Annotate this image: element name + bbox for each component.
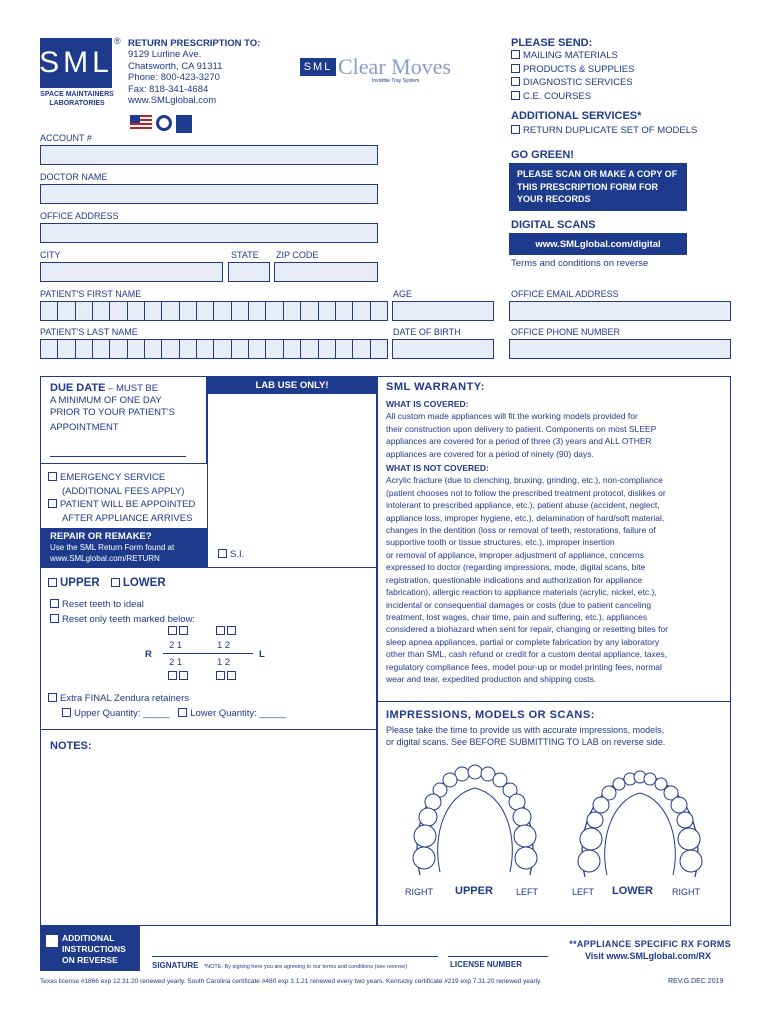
checkbox[interactable] [178,708,187,717]
clearmoves-badge [300,58,336,76]
reset-item[interactable] [50,612,195,627]
tooth-box[interactable] [227,671,236,680]
instructions-line: ON REVERSE [62,955,118,965]
dob-label: DATE OF BIRTH [393,327,461,337]
impressions-text [386,724,665,748]
repair-line: www.SMLglobal.com/RETURN [50,553,160,563]
reset-item[interactable] [50,597,195,612]
not-covered-line: supportive tooth or tissue structures, etc.), improper insertion [386,537,615,548]
emergency-label: EMERGENCY SERVICE [60,472,166,483]
tooth-box[interactable] [179,626,188,635]
lower-arch-label: LOWER [612,885,653,897]
checkbox[interactable] [50,614,59,623]
checkbox[interactable] [48,693,57,702]
impressions-title: IMPRESSIONS, MODELS OR SCANS: [386,709,595,721]
digital-scans-title: DIGITAL SCANS [511,219,596,231]
checkbox[interactable] [511,77,520,86]
upper-quantity-label: Upper Quantity: _____ [74,708,170,719]
teeth-number: 2 1 [169,657,183,668]
checkbox[interactable] [46,935,58,947]
warranty-body [386,398,726,685]
last-name-input[interactable] [40,339,388,359]
office-email-input[interactable] [509,301,731,321]
due-date-line-input[interactable] [50,456,186,457]
office-email-label: OFFICE EMAIL ADDRESS [511,289,619,299]
signature-note: *NOTE: By signing here you are agreeing to our terms and conditions (see reverse) [204,964,408,970]
appliance-forms-url: Visit www.SMLglobal.com/RX [584,951,711,961]
tooth-box[interactable] [168,626,177,635]
lower-quantity-label: Lower Quantity: _____ [190,708,286,719]
tooth-box[interactable] [168,671,177,680]
signature-line[interactable] [152,956,438,957]
city-input[interactable] [40,262,223,282]
logo-letters: SML [39,46,113,79]
not-covered-line: treatment, lost wages, chair time, pain and suffering, etc.), appliances [386,611,648,622]
not-covered-line: Acrylic fracture (due to clenching, bruxing, grinding, etc.), non-compliance [386,475,663,486]
due-date-line: A MINIMUM OF ONE DAY [50,395,162,406]
checkbox[interactable] [111,578,120,587]
upper-label: UPPER [60,577,100,589]
account-label: ACCOUNT # [40,133,92,143]
covered-line: their construction upon delivery to patient. Components on most SLEEP [386,423,657,434]
digital-scans-url: www.SMLglobal.com/digital [535,238,661,250]
not-covered-line: expressed to doctor (regarding impressions, mode, digital scans, bite [386,562,646,573]
please-send-list [511,49,634,103]
not-covered-line: appliance loss, improper hygiene, etc.), delamination of hard/soft material, [386,512,665,523]
office-phone-label: OFFICE PHONE NUMBER [511,327,621,337]
upper-item[interactable] [48,577,100,589]
repair-line: Use the SML Return Form found at [50,543,175,552]
digital-scans-link[interactable] [509,233,687,255]
due-date-text [50,382,175,434]
emergency-label: PATIENT WILL BE APPOINTED [60,499,196,510]
zip-label: ZIP CODE [276,250,319,260]
teeth-grid [145,626,270,684]
first-name-label: PATIENT'S FIRST NAME [40,289,142,299]
office-address-input[interactable] [40,223,378,243]
state-input[interactable] [228,262,270,282]
upper-arch-label: UPPER [455,885,493,897]
signature-label: SIGNATURE [152,961,199,970]
logo-subtitle: SPACE MAINTAINERS LABORATORIES [40,91,114,107]
covered-line: appliances are covered for a period of ninety (90) days. [386,448,594,459]
checkbox[interactable] [511,64,520,73]
instructions-line: ADDITIONAL [62,933,115,943]
lab-use-area [207,376,377,568]
return-line: Phone: 800-423-3270 [128,72,220,84]
lower-right-label: RIGHT [672,887,700,897]
clearmoves-tagline: Invisible Tray System [372,78,420,84]
notes-label: NOTES: [50,740,92,752]
due-date-line: APPOINTMENT [50,422,119,433]
footer-rev: REV.G.DEC.2019 [668,978,724,985]
retainers-item[interactable] [48,691,286,706]
please-send-label: PRODUCTS & SUPPLIES [523,63,635,75]
tooth-box[interactable] [216,626,225,635]
not-covered-title: WHAT IS NOT COVERED: [386,463,489,474]
age-input[interactable] [392,301,494,321]
additional-instructions-box[interactable] [40,926,140,971]
office-address-label: OFFICE ADDRESS [40,211,119,221]
reset-label: Reset teeth to ideal [62,599,144,610]
not-covered-line: considered a biohazard when sent for repair, changing or resetting bites for [386,624,669,635]
covered-line: appliances are covered for a period of three (3) years and ALL OTHER [386,436,652,447]
repair-title: REPAIR OR REMAKE? [50,531,152,542]
go-green-box [509,163,687,211]
lab-use-label: LAB USE ONLY! [255,379,329,391]
dob-input[interactable] [392,339,494,359]
footer-license: Texas license #1866 exp 12.31.20 renewed yearly. South Carolina certificate #480 exp 3.1.21 renewed every two years. Kentucky certificate #219 exp 7.31.20 renewed yearly. [40,978,542,985]
lower-quantity-item[interactable] [178,708,286,719]
teeth-L: L [259,649,265,660]
checkbox[interactable] [48,578,57,587]
tooth-box[interactable] [179,671,188,680]
due-date-text1: – MUST BE [105,383,159,394]
upper-right-label: RIGHT [405,887,433,897]
instructions-line: INSTRUCTIONS [62,944,126,954]
emergency-item[interactable] [48,498,195,512]
not-covered-line: (patient chooses not to follow the prescribed treatment protocol, dislikes or [386,487,666,498]
please-send-item[interactable] [511,76,634,90]
zip-input[interactable] [274,262,378,282]
checkbox[interactable] [511,91,520,100]
teeth-row [167,671,189,683]
teeth-number: 2 1 [169,640,183,651]
retainers-block [48,691,286,721]
not-covered-line: fabrication), allergic reaction to appliance materials (acrylic, nickel, etc.), [386,587,657,598]
checkbox[interactable] [511,50,520,59]
certification-seal-icon [156,115,172,131]
please-send-label: MAILING MATERIALS [523,50,618,61]
clearmoves-name: Clear Moves [338,54,452,79]
checkbox[interactable] [48,499,57,508]
license-line[interactable] [448,956,548,957]
not-covered-line: regulatory compliance fees, model pour-up or model printing fees, normal [386,661,662,672]
covered-title: WHAT IS COVERED: [386,399,469,409]
go-green-text: PLEASE SCAN OR MAKE A COPY OF THIS PRESCRIPTION FORM FOR YOUR RECORDS [517,169,678,204]
account-input[interactable] [40,145,378,165]
please-send-title: PLEASE SEND: [511,37,593,49]
impressions-line: or digital scans. See BEFORE SUBMITTING TO LAB on reverse side. [386,737,666,747]
checkbox[interactable] [48,472,57,481]
return-title: RETURN PRESCRIPTION TO: [128,38,261,49]
return-line: www.SMLglobal.com [128,95,217,107]
lower-item[interactable] [111,577,166,589]
additional-services-label: RETURN DUPLICATE SET OF MODELS [523,125,698,136]
additional-services-title: ADDITIONAL SERVICES* [511,110,642,122]
tooth-box[interactable] [227,626,236,635]
not-covered-line: sleep apnea appliances, partial or complete fabrication by any laboratory [386,636,660,647]
go-green-title: GO GREEN! [511,149,574,161]
lower-label: LOWER [122,577,166,589]
return-line: Fax: 818-341-4684 [128,83,209,95]
upper-left-label: LEFT [516,887,539,897]
teeth-row [215,626,237,638]
return-address [128,49,222,107]
return-line: Chatsworth, CA 91311 [128,60,223,72]
notes-divider [40,729,377,730]
teeth-R: R [145,649,152,660]
not-covered-line: other than SML, cash refund or credit for a custom dental appliance, taxes, [386,649,668,660]
city-label: CITY [40,250,61,260]
emergency-block [48,471,195,525]
please-send-item[interactable] [511,63,634,77]
upper-quantity-item[interactable] [62,708,170,719]
not-covered-line: or removal of appliance, improper adjustment of appliance, concerns [386,549,644,560]
teeth-number: 1 2 [217,640,231,651]
not-covered-line: registration, questionable indications and authorization for appliance [386,574,643,585]
si-item[interactable] [218,549,244,560]
teeth-row [215,671,237,683]
clearmoves-badge-text: SML [303,61,333,73]
arch-select [48,577,166,589]
not-covered-line: incidental or consequential damages or costs (due to patient canceling [386,599,652,610]
reset-label: Reset only teeth marked below: [62,614,196,625]
checkbox[interactable] [50,599,59,608]
teeth-divider [163,653,253,654]
certification-check-icon [176,115,192,133]
please-send-item[interactable] [511,49,634,63]
repair-box[interactable] [40,528,207,568]
last-name-label: PATIENT'S LAST NAME [40,327,138,337]
state-label: STATE [231,250,259,260]
logo-registered: ® [114,36,121,46]
return-line: 9129 Lurline Ave. [128,49,202,60]
signature-label-row [152,960,407,970]
impressions-line: Please take the time to provide us with accurate impressions, models, [386,725,665,735]
please-send-item[interactable] [511,90,634,104]
please-send-label: C.E. COURSES [523,90,592,102]
lower-left-label: LEFT [572,887,595,897]
not-covered-line: wear and tear, expedited production and shipping costs. [386,673,597,684]
impressions-divider [377,701,731,702]
age-label: AGE [393,289,413,299]
due-date-line: PRIOR TO YOUR PATIENT'S [50,407,175,418]
flag-icon [130,115,152,131]
office-phone-input[interactable] [509,339,731,359]
retainers-label: Extra FINAL Zendura retainers [60,693,190,704]
teeth-number: 1 2 [217,657,231,668]
reset-block [50,597,195,627]
warranty-title: SML WARRANTY: [386,381,485,393]
not-covered-line: changes in the dentition (loss or removal of teeth, restorations, failure of [386,525,656,536]
not-covered-line: intolerant to prescribed appliance, etc.), patient abuse (accident, neglect, [386,500,660,511]
lower-arch-diagram[interactable] [565,765,715,880]
covered-line: All custom made appliances will fit the working models provided for [386,411,638,422]
sml-logo [40,38,112,88]
teeth-row [167,626,189,638]
emergency-sub: (ADDITIONAL FEES APPLY) [62,485,185,497]
license-label: LICENSE NUMBER [450,960,523,969]
tooth-box[interactable] [216,671,225,680]
emergency-sub: AFTER APPLIANCE ARRIVES [62,512,193,524]
checkbox[interactable] [62,708,71,717]
due-date-title: DUE DATE [50,382,106,394]
si-label: S.I. [230,549,245,560]
upper-arch-diagram[interactable] [400,760,550,878]
please-send-label: DIAGNOSTIC SERVICES [523,77,633,88]
appliance-forms[interactable] [556,938,731,962]
emergency-item[interactable] [48,471,195,485]
checkbox[interactable] [511,125,520,134]
doctor-input[interactable] [40,184,378,204]
digital-scans-terms: Terms and conditions on reverse [511,258,649,269]
appliance-forms-line: **APPLIANCE SPECIFIC RX FORMS [569,939,731,949]
additional-services-item[interactable] [511,125,697,136]
checkbox[interactable] [218,549,227,558]
first-name-input[interactable] [40,301,388,321]
doctor-label: DOCTOR NAME [40,172,108,182]
